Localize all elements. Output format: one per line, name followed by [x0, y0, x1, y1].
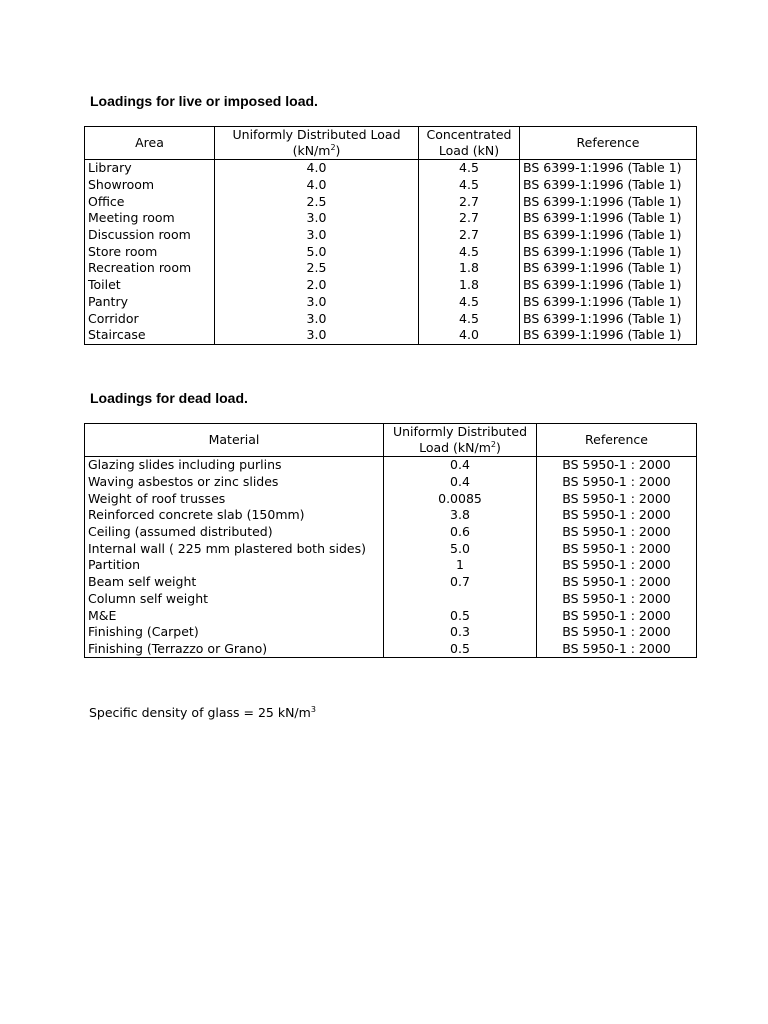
cell-reference: BS 5950-1 : 2000 — [537, 524, 697, 541]
cell-concentrated: 4.5 — [419, 294, 520, 311]
cell-material: Waving asbestos or zinc slides — [85, 474, 384, 491]
table-row — [85, 574, 697, 591]
table-row — [85, 490, 697, 507]
cell-area: Pantry — [85, 294, 215, 311]
cell-udl: 4.0 — [215, 160, 419, 177]
cell-area: Staircase — [85, 327, 215, 344]
cell-area: Toilet — [85, 277, 215, 294]
udl-unit-close: ) — [335, 143, 341, 158]
cell-reference: BS 5950-1 : 2000 — [537, 591, 697, 608]
udl-unit-text: (kN/m — [292, 143, 331, 158]
cell-concentrated: 2.7 — [419, 193, 520, 210]
cell-reference: BS 6399-1:1996 (Table 1) — [520, 277, 697, 294]
table-row — [85, 507, 697, 524]
dead-load-heading: Loadings for dead load. — [90, 390, 248, 406]
cell-concentrated: 4.5 — [419, 310, 520, 327]
cell-udl: 3.0 — [215, 310, 419, 327]
cell-udl: 2.5 — [215, 193, 419, 210]
table-row — [85, 243, 697, 260]
cell-udl: 5.0 — [384, 540, 537, 557]
cell-area: Discussion room — [85, 227, 215, 244]
table-row — [85, 294, 697, 311]
table-row — [85, 557, 697, 574]
table-row — [85, 277, 697, 294]
header-dead-reference: Reference — [537, 424, 697, 457]
cell-reference: BS 5950-1 : 2000 — [537, 641, 697, 658]
cell-material: Reinforced concrete slab (150mm) — [85, 507, 384, 524]
cell-concentrated: 4.5 — [419, 160, 520, 177]
cell-area: Recreation room — [85, 260, 215, 277]
cell-area: Showroom — [85, 177, 215, 194]
cell-udl: 2.5 — [215, 260, 419, 277]
cell-reference: BS 6399-1:1996 (Table 1) — [520, 243, 697, 260]
dead-udl-unit-close: ) — [496, 440, 501, 455]
cell-reference: BS 6399-1:1996 (Table 1) — [520, 210, 697, 227]
cell-udl: 3.0 — [215, 294, 419, 311]
table-row — [85, 474, 697, 491]
table-row — [85, 160, 697, 177]
cell-concentrated: 4.0 — [419, 327, 520, 344]
glass-density-note — [89, 705, 316, 720]
cell-material: Partition — [85, 557, 384, 574]
cell-concentrated: 1.8 — [419, 260, 520, 277]
table-row — [85, 260, 697, 277]
glass-density-text: Specific density of glass = 25 kN/m — [89, 705, 311, 720]
header-concentrated — [419, 127, 520, 160]
cell-udl: 0.6 — [384, 524, 537, 541]
cell-reference: BS 5950-1 : 2000 — [537, 607, 697, 624]
cell-udl: 0.4 — [384, 457, 537, 474]
header-reference: Reference — [520, 127, 697, 160]
cell-area: Office — [85, 193, 215, 210]
cell-reference: BS 5950-1 : 2000 — [537, 507, 697, 524]
header-dead-udl-line1: Uniformly Distributed — [392, 424, 528, 439]
table-row — [85, 591, 697, 608]
cell-reference: BS 6399-1:1996 (Table 1) — [520, 294, 697, 311]
header-udl-label: Uniformly Distributed Load — [232, 127, 401, 142]
table-row — [85, 624, 697, 641]
table-row — [85, 310, 697, 327]
cell-reference: BS 5950-1 : 2000 — [537, 457, 697, 474]
cell-udl: 0.7 — [384, 574, 537, 591]
cell-area: Corridor — [85, 310, 215, 327]
dead-load-header-row — [85, 424, 697, 457]
cell-udl: 0.4 — [384, 474, 537, 491]
cell-material: Weight of roof trusses — [85, 490, 384, 507]
table-row — [85, 327, 697, 344]
cell-reference: BS 6399-1:1996 (Table 1) — [520, 177, 697, 194]
cell-udl: 3.8 — [384, 507, 537, 524]
table-row — [85, 227, 697, 244]
cell-concentrated: 1.8 — [419, 277, 520, 294]
cell-material: Ceiling (assumed distributed) — [85, 524, 384, 541]
cell-udl: 0.3 — [384, 624, 537, 641]
cell-area: Meeting room — [85, 210, 215, 227]
dead-load-table — [84, 423, 697, 658]
cell-material: Internal wall ( 225 mm plastered both sides) — [85, 540, 384, 557]
table-row — [85, 177, 697, 194]
cell-udl: 0.5 — [384, 641, 537, 658]
cell-reference: BS 5950-1 : 2000 — [537, 574, 697, 591]
cell-udl: 1 — [384, 557, 537, 574]
cell-area: Library — [85, 160, 215, 177]
glass-density-exponent: 3 — [310, 704, 316, 714]
cell-udl: 0.0085 — [384, 490, 537, 507]
cell-reference: BS 5950-1 : 2000 — [537, 490, 697, 507]
cell-reference: BS 5950-1 : 2000 — [537, 557, 697, 574]
cell-reference: BS 5950-1 : 2000 — [537, 624, 697, 641]
live-load-table — [84, 126, 697, 345]
cell-material: Column self weight — [85, 591, 384, 608]
cell-reference: BS 6399-1:1996 (Table 1) — [520, 310, 697, 327]
cell-udl: 5.0 — [215, 243, 419, 260]
cell-concentrated: 2.7 — [419, 227, 520, 244]
cell-reference: BS 6399-1:1996 (Table 1) — [520, 260, 697, 277]
header-conc-line2: Load (kN) — [438, 143, 500, 158]
table-row — [85, 193, 697, 210]
cell-reference: BS 6399-1:1996 (Table 1) — [520, 227, 697, 244]
cell-udl: 2.0 — [215, 277, 419, 294]
cell-udl — [384, 591, 537, 608]
cell-udl: 3.0 — [215, 210, 419, 227]
cell-reference: BS 6399-1:1996 (Table 1) — [520, 327, 697, 344]
cell-reference: BS 6399-1:1996 (Table 1) — [520, 193, 697, 210]
cell-concentrated: 2.7 — [419, 210, 520, 227]
cell-material: Finishing (Carpet) — [85, 624, 384, 641]
cell-udl: 4.0 — [215, 177, 419, 194]
cell-udl: 0.5 — [384, 607, 537, 624]
live-load-header-row — [85, 127, 697, 160]
cell-reference: BS 6399-1:1996 (Table 1) — [520, 160, 697, 177]
table-row — [85, 641, 697, 658]
header-dead-udl — [384, 424, 537, 457]
table-row — [85, 607, 697, 624]
cell-area: Store room — [85, 243, 215, 260]
cell-udl: 3.0 — [215, 327, 419, 344]
cell-reference: BS 5950-1 : 2000 — [537, 540, 697, 557]
header-area: Area — [85, 127, 215, 160]
cell-material: Finishing (Terrazzo or Grano) — [85, 641, 384, 658]
live-load-heading: Loadings for live or imposed load. — [90, 93, 318, 109]
cell-udl: 3.0 — [215, 227, 419, 244]
dead-udl-unit-text: Load (kN/m — [419, 440, 491, 455]
udl-unit-exponent: 2 — [330, 142, 336, 152]
cell-material: Glazing slides including purlins — [85, 457, 384, 474]
cell-concentrated: 4.5 — [419, 243, 520, 260]
dead-udl-unit-exponent: 2 — [490, 439, 497, 449]
cell-concentrated: 4.5 — [419, 177, 520, 194]
header-udl-unit — [218, 143, 415, 159]
table-row — [85, 210, 697, 227]
table-row — [85, 457, 697, 474]
table-row — [85, 540, 697, 557]
cell-reference: BS 5950-1 : 2000 — [537, 474, 697, 491]
header-material: Material — [85, 424, 384, 457]
header-dead-udl-line2 — [387, 440, 533, 456]
cell-material: M&E — [85, 607, 384, 624]
cell-material: Beam self weight — [85, 574, 384, 591]
table-row — [85, 524, 697, 541]
header-udl — [215, 127, 419, 160]
header-conc-line1: Concentrated — [426, 127, 512, 142]
